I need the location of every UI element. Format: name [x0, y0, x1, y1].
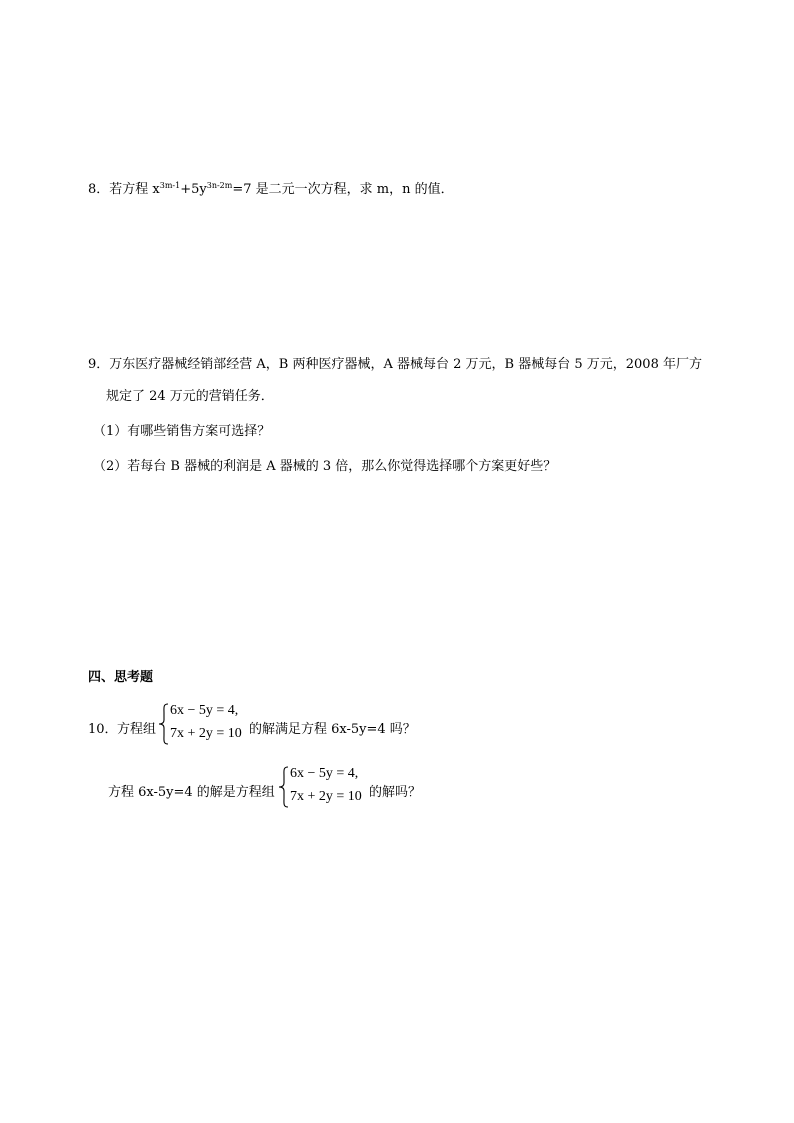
section-heading: 四、思考题: [88, 670, 154, 685]
question-10-line2-post: 的解吗？: [369, 785, 422, 800]
left-brace-icon: [278, 766, 290, 808]
question-10-line1-post: 的解满足方程 6x-5y=4 吗？: [249, 722, 416, 737]
question-9-part-2: （2）若每台 B 器械的利润是 A 器械的 3 倍，那么你觉得选择哪个方案更好些？: [93, 459, 557, 474]
question-9-part-1: （1）有哪些销售方案可选择？: [93, 424, 271, 439]
equation-system-1: [158, 703, 253, 745]
question-10-line1-pre: 方程组: [117, 722, 157, 737]
exponent-1: 3m-1: [159, 181, 181, 190]
question-8-text-post: =7 是二元一次方程，求 m，n 的值．: [232, 182, 454, 197]
question-9-line-1: 9．万东医疗器械经销部经营 A，B 两种医疗器械，A 器械每台 2 万元，B 器械每台 5 万元，2008 年厂方: [88, 357, 702, 372]
left-brace-icon: [158, 703, 170, 745]
equation-system-2: [278, 766, 373, 808]
question-8-text-mid: +5y: [180, 182, 207, 197]
question-9-line-2: 规定了 24 万元的营销任务．: [106, 389, 274, 404]
question-8-number: 8．: [88, 182, 110, 197]
equation-2: 7x + 2y = 10: [170, 726, 242, 741]
question-8-text-pre: 若方程 x: [109, 182, 160, 197]
question-10-line2-pre: 方程 6x-5y=4 的解是方程组: [108, 785, 275, 800]
exponent-2: 3n-2m: [206, 181, 233, 190]
question-10-number: 10．: [88, 722, 118, 737]
equation-2: 7x + 2y = 10: [290, 789, 362, 804]
equation-1: 6x − 5y = 4,: [290, 766, 359, 781]
question-8: [88, 178, 454, 197]
equation-1: 6x − 5y = 4,: [170, 703, 239, 718]
